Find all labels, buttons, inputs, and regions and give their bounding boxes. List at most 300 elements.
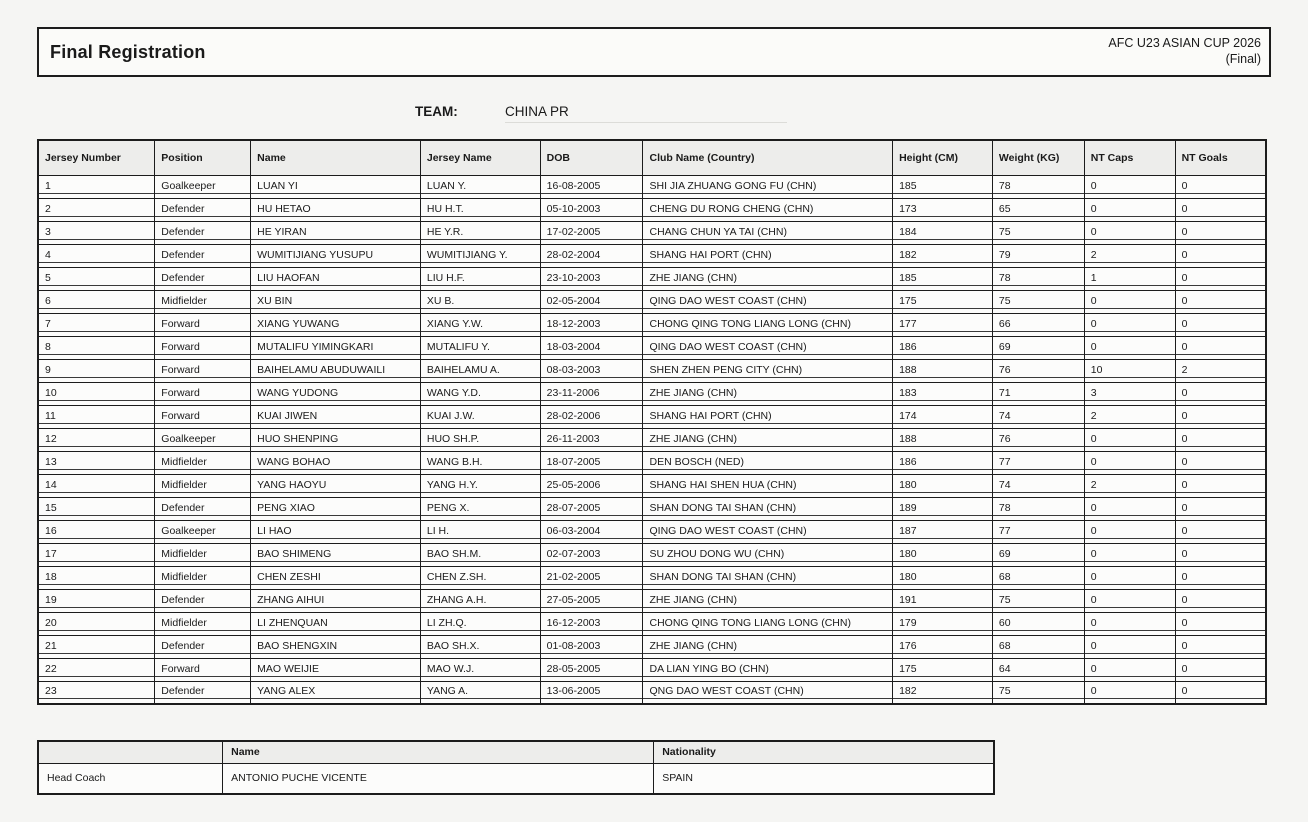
- table-cell: [420, 336, 540, 359]
- cell-text: LI ZHENQUAN: [251, 617, 420, 631]
- cell-text: 75: [993, 594, 1084, 608]
- cell-text: WANG B.H.: [421, 456, 540, 470]
- table-row: [38, 543, 1266, 566]
- cell-text: 21-02-2005: [541, 571, 643, 585]
- cell-text: YANG H.Y.: [421, 479, 540, 493]
- cell-text: 0: [1176, 180, 1265, 194]
- table-cell: [643, 267, 893, 290]
- table-cell: [643, 635, 893, 658]
- table-cell: [251, 451, 421, 474]
- cell-text: 78: [993, 272, 1084, 286]
- cell-text: SHANG HAI SHEN HUA (CHN): [643, 479, 892, 493]
- cell-text: 20: [39, 617, 154, 631]
- cell-text: 05-10-2003: [541, 203, 643, 217]
- table-cell: [643, 405, 893, 428]
- table-cell: SPAIN: [654, 763, 994, 794]
- table-cell: [155, 589, 251, 612]
- table-cell: [155, 244, 251, 267]
- table-cell: [992, 244, 1084, 267]
- cell-text: WANG Y.D.: [421, 387, 540, 401]
- table-cell: [420, 175, 540, 198]
- cell-text: 0: [1176, 226, 1265, 240]
- table-row: [38, 497, 1266, 520]
- cell-text: 9: [39, 364, 154, 378]
- table-row: [38, 520, 1266, 543]
- table-cell: [155, 543, 251, 566]
- table-row: [38, 313, 1266, 336]
- table-cell: [643, 566, 893, 589]
- cell-text: ZHANG A.H.: [421, 594, 540, 608]
- table-cell: [38, 520, 155, 543]
- table-cell: [155, 635, 251, 658]
- cell-text: HE YIRAN: [251, 226, 420, 240]
- table-cell: [643, 451, 893, 474]
- cell-text: CHONG QING TONG LIANG LONG (CHN): [643, 617, 892, 631]
- cell-text: WANG BOHAO: [251, 456, 420, 470]
- cell-text: BAO SHENGXIN: [251, 640, 420, 654]
- cell-text: 0: [1176, 548, 1265, 562]
- cell-text: 184: [893, 226, 992, 240]
- table-cell: [1175, 635, 1266, 658]
- table-cell: [1084, 267, 1175, 290]
- cell-text: CHANG CHUN YA TAI (CHN): [643, 226, 892, 240]
- table-cell: [38, 198, 155, 221]
- cell-text: KUAI J.W.: [421, 410, 540, 424]
- cell-text: 17: [39, 548, 154, 562]
- cell-text: 3: [1085, 387, 1175, 401]
- table-cell: [992, 428, 1084, 451]
- cell-text: 0: [1085, 640, 1175, 654]
- cell-text: 74: [993, 410, 1084, 424]
- cell-text: Goalkeeper: [155, 433, 250, 447]
- table-row: [38, 244, 1266, 267]
- cell-text: 13-06-2005: [541, 685, 643, 699]
- table-cell: [1175, 221, 1266, 244]
- table-cell: [893, 336, 993, 359]
- table-cell: [643, 612, 893, 635]
- cell-text: 17-02-2005: [541, 226, 643, 240]
- table-cell: [992, 566, 1084, 589]
- table-cell: [420, 382, 540, 405]
- cell-text: 0: [1085, 203, 1175, 217]
- cell-text: XIANG YUWANG: [251, 318, 420, 332]
- cell-text: WUMITIJIANG YUSUPU: [251, 249, 420, 263]
- cell-text: WUMITIJIANG Y.: [421, 249, 540, 263]
- table-cell: [38, 336, 155, 359]
- cell-text: SHANG HAI PORT (CHN): [643, 249, 892, 263]
- cell-text: SHAN DONG TAI SHAN (CHN): [643, 502, 892, 516]
- table-cell: [643, 359, 893, 382]
- table-cell: [251, 428, 421, 451]
- cell-text: 10: [1085, 364, 1175, 378]
- table-row: [38, 612, 1266, 635]
- officials-table: [37, 740, 995, 795]
- table-cell: [1084, 681, 1175, 704]
- cell-text: 8: [39, 341, 154, 355]
- table-cell: [420, 428, 540, 451]
- table-cell: [420, 635, 540, 658]
- table-cell: [1084, 589, 1175, 612]
- table-cell: [1084, 474, 1175, 497]
- cell-text: 28-07-2005: [541, 502, 643, 516]
- table-cell: [38, 566, 155, 589]
- table-cell: [643, 520, 893, 543]
- table-cell: [420, 313, 540, 336]
- cell-text: 78: [993, 180, 1084, 194]
- cell-text: LI HAO: [251, 525, 420, 539]
- cell-text: ZHE JIANG (CHN): [643, 387, 892, 401]
- table-cell: [992, 520, 1084, 543]
- table-cell: [251, 290, 421, 313]
- cell-text: 0: [1176, 502, 1265, 516]
- table-cell: [155, 658, 251, 681]
- cell-text: XU BIN: [251, 295, 420, 309]
- cell-text: 0: [1085, 456, 1175, 470]
- cell-text: QING DAO WEST COAST (CHN): [643, 341, 892, 355]
- cell-text: SU ZHOU DONG WU (CHN): [643, 548, 892, 562]
- cell-text: 188: [893, 364, 992, 378]
- cell-text: SHEN ZHEN PENG CITY (CHN): [643, 364, 892, 378]
- cell-text: 0: [1085, 571, 1175, 585]
- table-cell: [893, 658, 993, 681]
- table-cell: [420, 290, 540, 313]
- table-cell: [540, 175, 643, 198]
- table-cell: [1175, 382, 1266, 405]
- table-cell: Head Coach: [38, 763, 223, 794]
- cell-text: 180: [893, 571, 992, 585]
- cell-text: Defender: [155, 203, 250, 217]
- cell-text: 11: [39, 410, 154, 424]
- cell-text: 0: [1085, 525, 1175, 539]
- cell-text: 4: [39, 249, 154, 263]
- table-cell: [155, 612, 251, 635]
- cell-text: Goalkeeper: [155, 525, 250, 539]
- table-cell: [420, 359, 540, 382]
- cell-text: LI ZH.Q.: [421, 617, 540, 631]
- cell-text: 0: [1176, 295, 1265, 309]
- cell-text: MUTALIFU YIMINGKARI: [251, 341, 420, 355]
- cell-text: 2: [1085, 249, 1175, 263]
- table-cell: [1175, 290, 1266, 313]
- table-cell: [893, 405, 993, 428]
- cell-text: 66: [993, 318, 1084, 332]
- table-cell: [155, 520, 251, 543]
- table-cell: [893, 175, 993, 198]
- column-header: Name: [251, 140, 421, 175]
- cell-text: LIU HAOFAN: [251, 272, 420, 286]
- table-row: [38, 221, 1266, 244]
- table-cell: [893, 543, 993, 566]
- cell-text: Midfielder: [155, 571, 250, 585]
- competition-stage: (Final): [1225, 52, 1261, 66]
- cell-text: 10: [39, 387, 154, 401]
- table-cell: [38, 405, 155, 428]
- cell-text: HUO SHENPING: [251, 433, 420, 447]
- team-line: [0, 104, 1308, 126]
- cell-text: 69: [993, 548, 1084, 562]
- table-cell: [251, 267, 421, 290]
- cell-text: 0: [1085, 295, 1175, 309]
- cell-text: XIANG Y.W.: [421, 318, 540, 332]
- cell-text: 78: [993, 502, 1084, 516]
- cell-text: Forward: [155, 663, 250, 677]
- table-cell: [1175, 589, 1266, 612]
- table-cell: [540, 635, 643, 658]
- table-row: [38, 267, 1266, 290]
- cell-text: 75: [993, 295, 1084, 309]
- table-cell: [643, 221, 893, 244]
- table-cell: [251, 405, 421, 428]
- table-row: [38, 290, 1266, 313]
- cell-text: 0: [1085, 548, 1175, 562]
- table-cell: [893, 267, 993, 290]
- table-cell: [540, 267, 643, 290]
- table-cell: [1175, 520, 1266, 543]
- cell-text: 76: [993, 433, 1084, 447]
- cell-text: 01-08-2003: [541, 640, 643, 654]
- table-cell: [251, 635, 421, 658]
- table-cell: [643, 497, 893, 520]
- cell-text: LI H.: [421, 525, 540, 539]
- table-cell: [38, 497, 155, 520]
- cell-text: BAO SH.X.: [421, 640, 540, 654]
- cell-text: Defender: [155, 502, 250, 516]
- cell-text: Midfielder: [155, 479, 250, 493]
- table-cell: [38, 359, 155, 382]
- cell-text: 75: [993, 685, 1084, 699]
- table-cell: [992, 405, 1084, 428]
- cell-text: 0: [1176, 663, 1265, 677]
- table-cell: [1084, 543, 1175, 566]
- table-cell: [540, 336, 643, 359]
- cell-text: 173: [893, 203, 992, 217]
- column-header: Weight (KG): [992, 140, 1084, 175]
- table-cell: [420, 405, 540, 428]
- table-cell: [1175, 658, 1266, 681]
- cell-text: KUAI JIWEN: [251, 410, 420, 424]
- table-row: [38, 474, 1266, 497]
- cell-text: 25-05-2006: [541, 479, 643, 493]
- cell-text: 18-12-2003: [541, 318, 643, 332]
- cell-text: HU HETAO: [251, 203, 420, 217]
- table-cell: [420, 543, 540, 566]
- cell-text: 0: [1176, 433, 1265, 447]
- table-cell: [893, 290, 993, 313]
- table-row: [38, 198, 1266, 221]
- players-table-head: [38, 140, 1266, 175]
- table-cell: [1084, 244, 1175, 267]
- cell-text: HUO SH.P.: [421, 433, 540, 447]
- cell-text: 68: [993, 640, 1084, 654]
- cell-text: 0: [1085, 685, 1175, 699]
- table-cell: [893, 198, 993, 221]
- cell-text: ZHE JIANG (CHN): [643, 433, 892, 447]
- cell-text: QING DAO WEST COAST (CHN): [643, 525, 892, 539]
- cell-text: 182: [893, 249, 992, 263]
- cell-text: 23: [39, 685, 154, 699]
- cell-text: 14: [39, 479, 154, 493]
- table-row: [38, 566, 1266, 589]
- officials-header-row: [38, 741, 994, 763]
- cell-text: 0: [1176, 410, 1265, 424]
- table-cell: [1084, 497, 1175, 520]
- table-cell: [251, 198, 421, 221]
- table-cell: [992, 336, 1084, 359]
- cell-text: 0: [1176, 387, 1265, 401]
- table-cell: [643, 244, 893, 267]
- table-cell: [540, 359, 643, 382]
- table-row: [38, 382, 1266, 405]
- table-cell: [38, 474, 155, 497]
- cell-text: Forward: [155, 364, 250, 378]
- cell-text: 0: [1176, 456, 1265, 470]
- column-header: NT Goals: [1175, 140, 1266, 175]
- column-header: Name: [223, 741, 654, 763]
- table-cell: [992, 497, 1084, 520]
- cell-text: Forward: [155, 410, 250, 424]
- cell-text: MAO W.J.: [421, 663, 540, 677]
- cell-text: Defender: [155, 640, 250, 654]
- table-cell: [38, 313, 155, 336]
- cell-text: 7: [39, 318, 154, 332]
- cell-text: 68: [993, 571, 1084, 585]
- cell-text: 0: [1176, 318, 1265, 332]
- table-cell: [420, 221, 540, 244]
- table-cell: [155, 474, 251, 497]
- table-cell: [992, 658, 1084, 681]
- cell-text: 0: [1176, 571, 1265, 585]
- cell-text: 15: [39, 502, 154, 516]
- table-cell: [38, 267, 155, 290]
- column-header: Nationality: [654, 741, 994, 763]
- cell-text: 175: [893, 663, 992, 677]
- table-cell: [540, 428, 643, 451]
- players-header-row: [38, 140, 1266, 175]
- table-cell: [1084, 221, 1175, 244]
- table-row: [38, 658, 1266, 681]
- table-cell: [643, 382, 893, 405]
- cell-text: CHONG QING TONG LIANG LONG (CHN): [643, 318, 892, 332]
- cell-text: PENG X.: [421, 502, 540, 516]
- cell-text: Forward: [155, 341, 250, 355]
- cell-text: Midfielder: [155, 456, 250, 470]
- cell-text: 0: [1085, 433, 1175, 447]
- table-cell: [420, 658, 540, 681]
- cell-text: 175: [893, 295, 992, 309]
- table-cell: [420, 681, 540, 704]
- officials-table-head: [38, 741, 994, 763]
- cell-text: CHEN Z.SH.: [421, 571, 540, 585]
- cell-text: DEN BOSCH (NED): [643, 456, 892, 470]
- cell-text: 0: [1176, 685, 1265, 699]
- cell-text: LUAN YI: [251, 180, 420, 194]
- table-cell: [540, 612, 643, 635]
- table-cell: [38, 451, 155, 474]
- table-cell: [420, 520, 540, 543]
- table-cell: [1175, 543, 1266, 566]
- table-cell: [992, 635, 1084, 658]
- cell-text: Forward: [155, 318, 250, 332]
- cell-text: 0: [1176, 341, 1265, 355]
- cell-text: 0: [1176, 203, 1265, 217]
- cell-text: 76: [993, 364, 1084, 378]
- cell-text: 2: [39, 203, 154, 217]
- table-cell: [992, 290, 1084, 313]
- cell-text: 180: [893, 479, 992, 493]
- cell-text: 180: [893, 548, 992, 562]
- table-cell: [251, 474, 421, 497]
- table-cell: [251, 520, 421, 543]
- table-cell: [251, 175, 421, 198]
- table-cell: [155, 359, 251, 382]
- cell-text: ZHE JIANG (CHN): [643, 640, 892, 654]
- cell-text: 0: [1085, 663, 1175, 677]
- table-cell: [893, 497, 993, 520]
- table-cell: [992, 359, 1084, 382]
- cell-text: 0: [1085, 318, 1175, 332]
- table-cell: [155, 428, 251, 451]
- document-header: [37, 27, 1271, 77]
- cell-text: 2: [1085, 410, 1175, 424]
- table-cell: [420, 198, 540, 221]
- cell-text: 189: [893, 502, 992, 516]
- table-cell: [251, 497, 421, 520]
- table-cell: [1084, 290, 1175, 313]
- cell-text: 28-02-2006: [541, 410, 643, 424]
- table-cell: [38, 428, 155, 451]
- table-cell: [540, 543, 643, 566]
- table-cell: [893, 313, 993, 336]
- table-cell: [1175, 175, 1266, 198]
- cell-text: QING DAO WEST COAST (CHN): [643, 295, 892, 309]
- table-cell: [420, 244, 540, 267]
- table-cell: [893, 244, 993, 267]
- table-cell: [1084, 198, 1175, 221]
- table-cell: [1175, 451, 1266, 474]
- cell-text: CHEN ZESHI: [251, 571, 420, 585]
- cell-text: 26-11-2003: [541, 433, 643, 447]
- cell-text: 0: [1176, 617, 1265, 631]
- table-row: [38, 681, 1266, 704]
- table-cell: [1084, 336, 1175, 359]
- table-cell: ANTONIO PUCHE VICENTE: [223, 763, 654, 794]
- cell-text: ZHANG AIHUI: [251, 594, 420, 608]
- table-cell: [893, 566, 993, 589]
- table-cell: [38, 382, 155, 405]
- cell-text: 18-07-2005: [541, 456, 643, 470]
- cell-text: Defender: [155, 594, 250, 608]
- table-cell: [893, 612, 993, 635]
- table-cell: [251, 543, 421, 566]
- table-cell: [540, 658, 643, 681]
- column-header: Club Name (Country): [643, 140, 893, 175]
- table-cell: [1175, 244, 1266, 267]
- table-cell: [1175, 681, 1266, 704]
- team-label: TEAM:: [415, 104, 458, 119]
- table-cell: [38, 658, 155, 681]
- cell-text: HE Y.R.: [421, 226, 540, 240]
- cell-text: 60: [993, 617, 1084, 631]
- column-header: [38, 741, 223, 763]
- cell-text: 0: [1176, 525, 1265, 539]
- cell-text: WANG YUDONG: [251, 387, 420, 401]
- table-cell: [992, 198, 1084, 221]
- table-cell: [420, 566, 540, 589]
- table-row: [38, 763, 994, 794]
- cell-text: Midfielder: [155, 295, 250, 309]
- table-cell: [420, 474, 540, 497]
- cell-text: 02-07-2003: [541, 548, 643, 562]
